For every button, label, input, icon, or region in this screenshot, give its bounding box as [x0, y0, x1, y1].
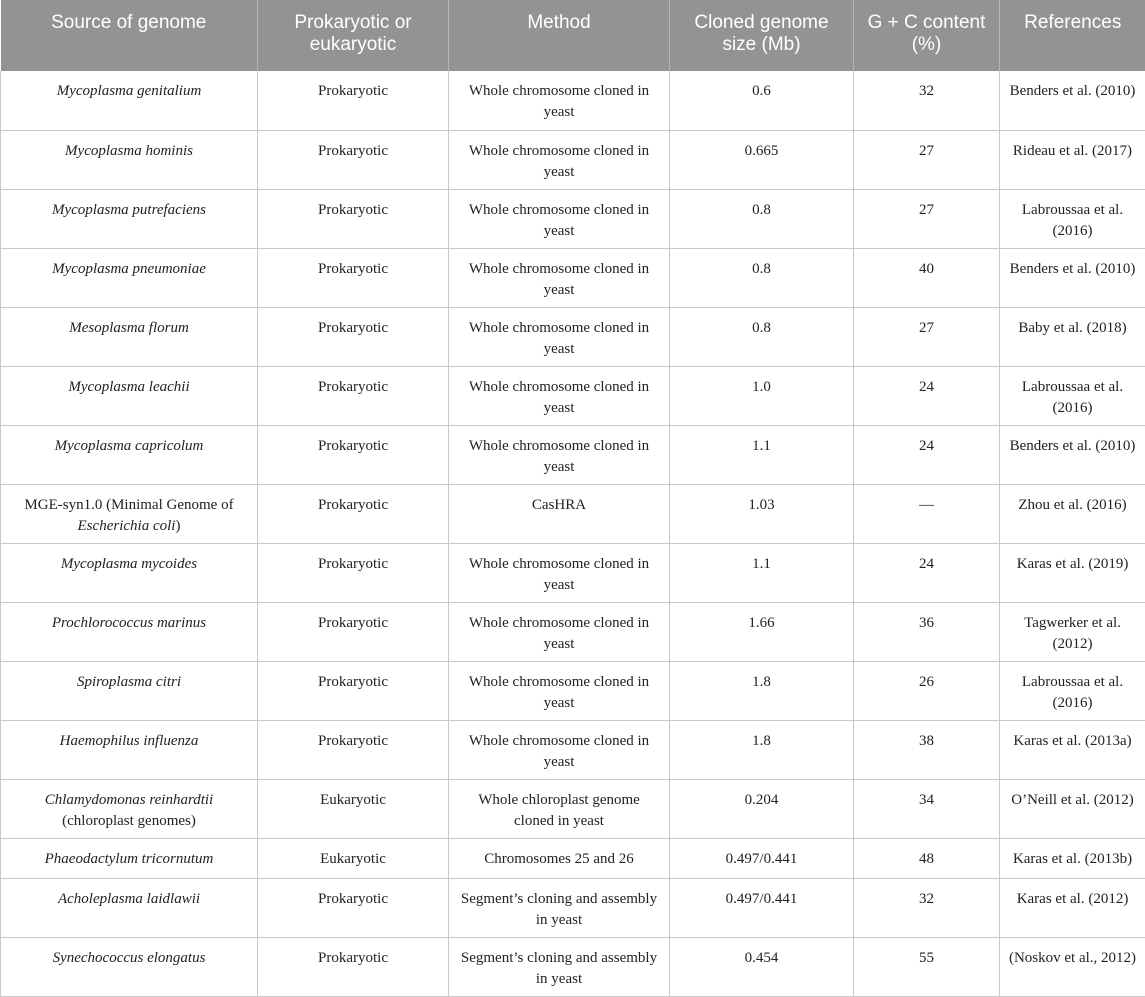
- cell-method: Whole chromosome cloned in yeast: [449, 366, 670, 425]
- cell-size: 0.8: [670, 248, 854, 307]
- header-source: Source of genome: [1, 0, 258, 71]
- cell-type: Prokaryotic: [258, 602, 449, 661]
- cell-size: 1.8: [670, 720, 854, 779]
- cell-gc: 34: [854, 779, 1000, 838]
- cell-type: Prokaryotic: [258, 366, 449, 425]
- cell-source: Mycoplasma capricolum: [1, 425, 258, 484]
- header-size: Cloned genome size (Mb): [670, 0, 854, 71]
- cell-reference: Karas et al. (2013a): [1000, 720, 1145, 779]
- cell-gc: 27: [854, 307, 1000, 366]
- cell-reference: Labroussaa et al. (2016): [1000, 189, 1145, 248]
- header-type: Prokaryotic or eukaryotic: [258, 0, 449, 71]
- table-row: [1, 130, 1145, 189]
- cell-source: Synechococcus elongatus: [1, 937, 258, 996]
- table-row: [1, 937, 1145, 996]
- header-method: Method: [449, 0, 670, 71]
- cell-reference: Labroussaa et al. (2016): [1000, 366, 1145, 425]
- table-row: [1, 484, 1145, 543]
- cell-type: Prokaryotic: [258, 189, 449, 248]
- table-row: [1, 838, 1145, 878]
- cell-type: Prokaryotic: [258, 661, 449, 720]
- cell-type: Prokaryotic: [258, 720, 449, 779]
- cell-type: Prokaryotic: [258, 484, 449, 543]
- cell-size: 1.66: [670, 602, 854, 661]
- header-gc: G + C content (%): [854, 0, 1000, 71]
- cell-method: Whole chloroplast genome cloned in yeast: [449, 779, 670, 838]
- cell-type: Prokaryotic: [258, 71, 449, 130]
- cell-method: Whole chromosome cloned in yeast: [449, 189, 670, 248]
- cell-gc: 27: [854, 189, 1000, 248]
- header-row: [1, 0, 1145, 71]
- cell-source: Mycoplasma putrefaciens: [1, 189, 258, 248]
- cell-type: Prokaryotic: [258, 248, 449, 307]
- cell-gc: 24: [854, 543, 1000, 602]
- cell-size: 0.454: [670, 937, 854, 996]
- table-row: [1, 720, 1145, 779]
- cell-method: Whole chromosome cloned in yeast: [449, 307, 670, 366]
- cell-gc: 27: [854, 130, 1000, 189]
- cell-type: Prokaryotic: [258, 937, 449, 996]
- cell-size: 0.497/0.441: [670, 878, 854, 937]
- cell-size: 0.204: [670, 779, 854, 838]
- cell-gc: 38: [854, 720, 1000, 779]
- cell-size: 0.665: [670, 130, 854, 189]
- cell-size: 1.1: [670, 425, 854, 484]
- cell-source-suffix: (chloroplast genomes): [62, 812, 196, 829]
- cell-reference: Karas et al. (2019): [1000, 543, 1145, 602]
- cell-method: Whole chromosome cloned in yeast: [449, 71, 670, 130]
- table-row: [1, 189, 1145, 248]
- cell-method: Whole chromosome cloned in yeast: [449, 543, 670, 602]
- cell-size: 0.6: [670, 71, 854, 130]
- cell-source: Mycoplasma hominis: [1, 130, 258, 189]
- cell-gc: 32: [854, 71, 1000, 130]
- cell-source-species: Escherichia coli: [77, 517, 176, 534]
- cell-method: CasHRA: [449, 484, 670, 543]
- cell-size: 0.8: [670, 307, 854, 366]
- cell-source: Mycoplasma genitalium: [1, 71, 258, 130]
- table-row: [1, 661, 1145, 720]
- table-row: [1, 71, 1145, 130]
- cell-method: Whole chromosome cloned in yeast: [449, 248, 670, 307]
- cell-gc: —: [854, 484, 1000, 543]
- header-references: References: [1000, 0, 1145, 71]
- cell-size: 1.03: [670, 484, 854, 543]
- cell-source-species: Chlamydomonas reinhardtii: [44, 791, 214, 808]
- cell-type: Prokaryotic: [258, 425, 449, 484]
- cell-reference: Zhou et al. (2016): [1000, 484, 1145, 543]
- cell-gc: 55: [854, 937, 1000, 996]
- cell-method: Whole chromosome cloned in yeast: [449, 130, 670, 189]
- cell-method: Segment’s cloning and assembly in yeast: [449, 937, 670, 996]
- cell-source: Mycoplasma pneumoniae: [1, 248, 258, 307]
- cell-gc: 32: [854, 878, 1000, 937]
- cell-reference: Benders et al. (2010): [1000, 425, 1145, 484]
- cell-source: Mycoplasma mycoides: [1, 543, 258, 602]
- cell-gc: 24: [854, 366, 1000, 425]
- cell-gc: 26: [854, 661, 1000, 720]
- cell-size: 0.497/0.441: [670, 838, 854, 878]
- cell-gc: 24: [854, 425, 1000, 484]
- table-row: [1, 425, 1145, 484]
- cell-source-prefix: MGE-syn1.0 (Minimal Genome of: [24, 496, 234, 513]
- cell-size: 1.1: [670, 543, 854, 602]
- cell-method: Whole chromosome cloned in yeast: [449, 720, 670, 779]
- cell-source: [1, 484, 258, 543]
- cell-source: Mesoplasma florum: [1, 307, 258, 366]
- cell-source: Acholeplasma laidlawii: [1, 878, 258, 937]
- table-row: [1, 602, 1145, 661]
- cell-type: Eukaryotic: [258, 838, 449, 878]
- cell-reference: Karas et al. (2013b): [1000, 838, 1145, 878]
- cell-type: Eukaryotic: [258, 779, 449, 838]
- cell-method: Segment’s cloning and assembly in yeast: [449, 878, 670, 937]
- cell-reference: Karas et al. (2012): [1000, 878, 1145, 937]
- cell-size: 1.8: [670, 661, 854, 720]
- cell-gc: 36: [854, 602, 1000, 661]
- cell-reference: Baby et al. (2018): [1000, 307, 1145, 366]
- cell-gc: 48: [854, 838, 1000, 878]
- cell-source: Prochlorococcus marinus: [1, 602, 258, 661]
- cell-reference: Labroussaa et al. (2016): [1000, 661, 1145, 720]
- cell-reference: O’Neill et al. (2012): [1000, 779, 1145, 838]
- cell-source: Mycoplasma leachii: [1, 366, 258, 425]
- cell-reference: Rideau et al. (2017): [1000, 130, 1145, 189]
- table-row: [1, 248, 1145, 307]
- cell-method: Whole chromosome cloned in yeast: [449, 661, 670, 720]
- cell-size: 1.0: [670, 366, 854, 425]
- cell-gc: 40: [854, 248, 1000, 307]
- table-body: [1, 71, 1145, 996]
- table-header: [1, 0, 1145, 71]
- cell-type: Prokaryotic: [258, 307, 449, 366]
- table-row: [1, 779, 1145, 838]
- cell-reference: Tagwerker et al. (2012): [1000, 602, 1145, 661]
- cell-method: Whole chromosome cloned in yeast: [449, 425, 670, 484]
- cell-type: Prokaryotic: [258, 543, 449, 602]
- cell-method: Whole chromosome cloned in yeast: [449, 602, 670, 661]
- table-row: [1, 307, 1145, 366]
- cell-source-suffix: ): [175, 517, 181, 534]
- table-row: [1, 366, 1145, 425]
- cell-type: Prokaryotic: [258, 878, 449, 937]
- cell-size: 0.8: [670, 189, 854, 248]
- table-row: [1, 543, 1145, 602]
- cell-reference: Benders et al. (2010): [1000, 248, 1145, 307]
- cell-type: Prokaryotic: [258, 130, 449, 189]
- cell-source: Haemophilus influenza: [1, 720, 258, 779]
- cell-reference: (Noskov et al., 2012): [1000, 937, 1145, 996]
- cell-reference: Benders et al. (2010): [1000, 71, 1145, 130]
- table-row: [1, 878, 1145, 937]
- cell-source: Phaeodactylum tricornutum: [1, 838, 258, 878]
- cell-source: Spiroplasma citri: [1, 661, 258, 720]
- cell-method: Chromosomes 25 and 26: [449, 838, 670, 878]
- cell-source: [1, 779, 258, 838]
